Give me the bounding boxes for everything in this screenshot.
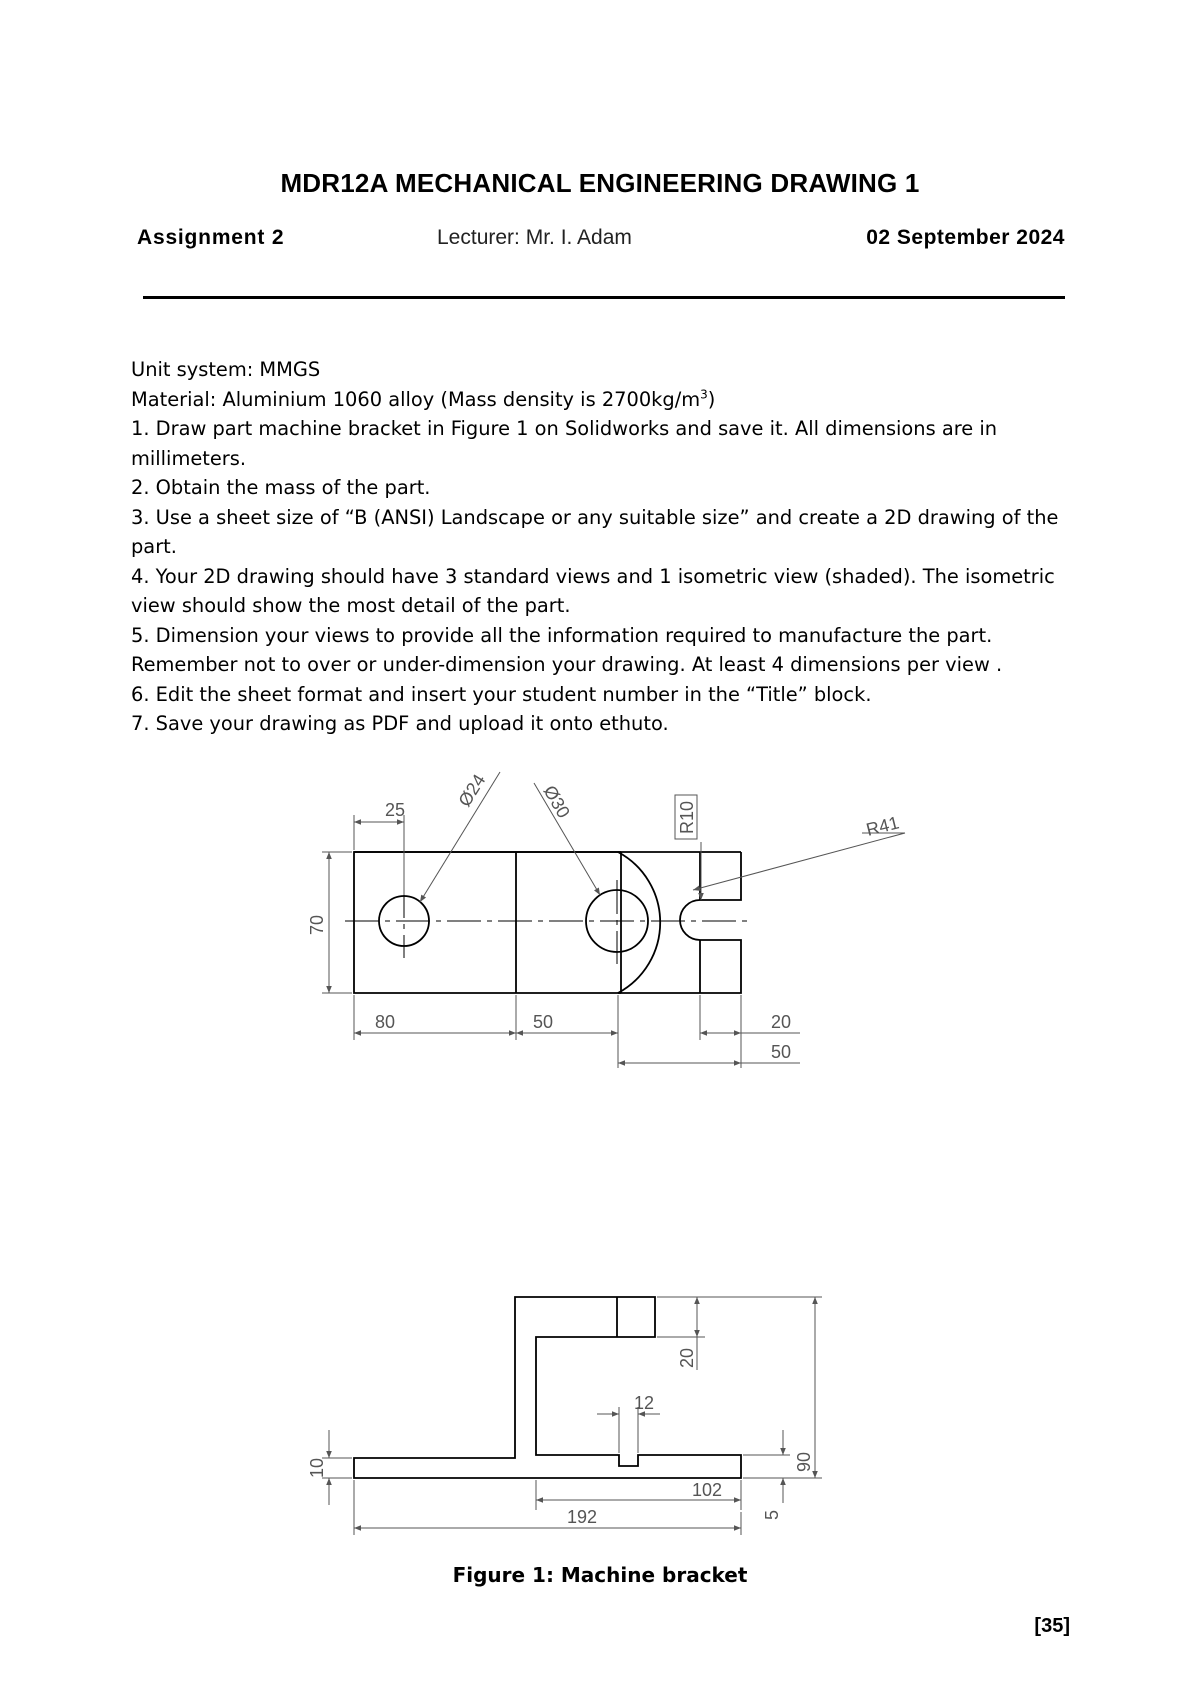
dim-20: 20 [771,1012,792,1032]
lecturer-label: Lecturer: Mr. I. Adam [437,226,632,249]
instruction-item: 7. Save your drawing as PDF and upload it onto ethuto. [131,712,669,735]
dim-50-b: 50 [771,1042,792,1062]
dim-r41: R41 [864,812,902,840]
dim-20-front: 20 [677,1347,697,1368]
figure-caption: Figure 1: Machine bracket [452,1563,748,1587]
dim-12: 12 [634,1393,655,1413]
dim-102: 102 [692,1480,723,1500]
assignment-label: Assignment 2 [137,226,285,249]
instruction-item: 2. Obtain the mass of the part. [131,476,431,499]
front-view [307,1297,822,1535]
dim-90: 90 [794,1451,814,1472]
dim-50-a: 50 [533,1012,554,1032]
material-close: ) [707,387,716,411]
slotted-tab [618,852,741,993]
material-text: Material: Aluminium 1060 alloy (Mass density is 2700kg/m [131,387,701,411]
instruction-item: 4. Your 2D drawing should have 3 standard views and 1 isometric view (shaded). The isometric view should show the most detail of the part. [131,564,1055,617]
instruction-item: 1. Draw part machine bracket in Figure 1 on Solidworks and save it. All dimensions are in millimeters. [131,417,998,470]
document-title: MDR12A MECHANICAL ENGINEERING DRAWING 1 [280,168,920,198]
unit-system-line: Unit system: MMGS [131,358,321,381]
instruction-item: 5. Dimension your views to provide all the information required to manufacture the part. Remember not to over or under-dimension your drawing. At least 4 dimensions per view . [131,623,1003,676]
top-view [307,771,905,1068]
top-view-outline [354,852,621,993]
dim-dia24: Ø24 [454,770,490,811]
dim-70: 70 [307,914,327,935]
instruction-item: 3. Use a sheet size of “B (ANSI) Landscape or any suitable size” and create a 2D drawing of the part. [131,505,1059,558]
front-view-outline [354,1297,741,1478]
dim-5: 5 [762,1509,782,1520]
leader-r41 [693,833,905,890]
dim-192: 192 [567,1507,598,1527]
dim-25: 25 [385,800,406,820]
instruction-item: 6. Edit the sheet format and insert your student number in the “Title” block. [131,682,872,706]
dim-r10: R10 [677,800,697,834]
total-marks: [35] [1034,1615,1070,1637]
date-label: 02 September 2024 [866,226,1065,249]
dim-80: 80 [375,1012,396,1032]
dim-dia30: Ø30 [539,782,574,822]
dim-10: 10 [307,1457,327,1478]
r41-arc [618,852,660,993]
material-superscript: 3 [700,387,708,402]
